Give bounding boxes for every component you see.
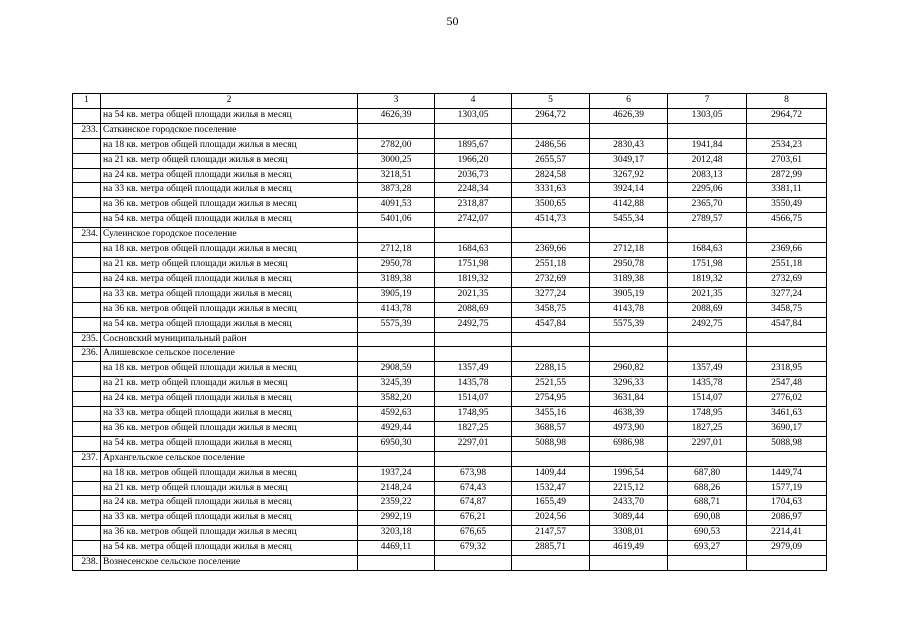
row-label: на 33 кв. метра общей площади жилья в месяц <box>101 407 358 422</box>
value-cell: 2486,56 <box>512 138 590 153</box>
value-cell: 3277,24 <box>747 287 827 302</box>
value-cell: 2950,78 <box>358 257 435 272</box>
value-cell: 2964,72 <box>747 108 827 123</box>
value-cell: 1937,24 <box>358 466 435 481</box>
column-header: 7 <box>668 94 747 109</box>
value-cell: 2908,59 <box>358 362 435 377</box>
value-cell: 3049,17 <box>590 153 668 168</box>
value-cell: 4143,78 <box>358 302 435 317</box>
value-cell: 3631,84 <box>590 392 668 407</box>
row-number <box>73 362 101 377</box>
row-label: Сулеинское городское поселение <box>101 228 358 243</box>
value-cell: 2789,57 <box>668 213 747 228</box>
value-cell: 2885,71 <box>512 541 590 556</box>
row-number <box>73 407 101 422</box>
row-number: 236. <box>73 347 101 362</box>
table-row <box>73 392 827 407</box>
value-cell: 1435,78 <box>668 377 747 392</box>
value-cell: 688,26 <box>668 481 747 496</box>
value-cell: 1827,25 <box>668 421 747 436</box>
table-section-row <box>73 228 827 243</box>
row-number <box>73 243 101 258</box>
table-row <box>73 496 827 511</box>
row-label: на 24 кв. метра общей площади жилья в месяц <box>101 168 358 183</box>
value-cell: 2086,97 <box>747 511 827 526</box>
value-cell: 2433,70 <box>590 496 668 511</box>
value-cell: 2215,12 <box>590 481 668 496</box>
value-cell <box>358 228 435 243</box>
row-number <box>73 436 101 451</box>
value-cell <box>668 228 747 243</box>
value-cell: 2732,69 <box>512 272 590 287</box>
value-cell: 2551,18 <box>512 257 590 272</box>
value-cell: 2365,70 <box>668 198 747 213</box>
table-row <box>73 466 827 481</box>
column-header: 2 <box>101 94 358 109</box>
table-row <box>73 362 827 377</box>
value-cell: 2551,18 <box>747 257 827 272</box>
value-cell <box>590 451 668 466</box>
row-label: на 36 кв. метров общей площади жилья в месяц <box>101 198 358 213</box>
value-cell: 1748,95 <box>435 407 512 422</box>
value-cell: 3455,16 <box>512 407 590 422</box>
row-number <box>73 496 101 511</box>
value-cell <box>358 123 435 138</box>
value-cell <box>668 332 747 347</box>
value-cell <box>358 347 435 362</box>
row-number <box>73 317 101 332</box>
value-cell: 3089,44 <box>590 511 668 526</box>
value-cell <box>512 123 590 138</box>
value-cell: 3690,17 <box>747 421 827 436</box>
value-cell: 6986,98 <box>590 436 668 451</box>
value-cell <box>668 451 747 466</box>
value-cell: 4929,44 <box>358 421 435 436</box>
row-label: на 21 кв. метр общей площади жилья в месяц <box>101 257 358 272</box>
value-cell: 2359,22 <box>358 496 435 511</box>
value-cell <box>512 556 590 571</box>
value-cell: 2021,35 <box>668 287 747 302</box>
table-row <box>73 377 827 392</box>
table-row <box>73 302 827 317</box>
table-row <box>73 213 827 228</box>
table-header-row <box>73 94 827 109</box>
value-cell: 3245,39 <box>358 377 435 392</box>
row-number <box>73 272 101 287</box>
row-number: 238. <box>73 556 101 571</box>
row-label: Вознесенское сельское поселение <box>101 556 358 571</box>
value-cell: 1357,49 <box>435 362 512 377</box>
value-cell: 3189,38 <box>358 272 435 287</box>
value-cell: 2369,66 <box>747 243 827 258</box>
value-cell <box>435 451 512 466</box>
value-cell <box>668 123 747 138</box>
value-cell: 4973,90 <box>590 421 668 436</box>
value-cell: 4619,49 <box>590 541 668 556</box>
value-cell <box>358 451 435 466</box>
value-cell <box>435 556 512 571</box>
value-cell: 3500,65 <box>512 198 590 213</box>
value-cell: 687,80 <box>668 466 747 481</box>
value-cell: 1514,07 <box>668 392 747 407</box>
row-number <box>73 526 101 541</box>
value-cell: 2964,72 <box>512 108 590 123</box>
value-cell: 3905,19 <box>590 287 668 302</box>
value-cell: 3308,01 <box>590 526 668 541</box>
row-label: Алишевское сельское поселение <box>101 347 358 362</box>
table-row <box>73 138 827 153</box>
row-number <box>73 466 101 481</box>
value-cell: 3267,92 <box>590 168 668 183</box>
value-cell: 3905,19 <box>358 287 435 302</box>
row-number <box>73 153 101 168</box>
row-number <box>73 421 101 436</box>
row-label: на 33 кв. метра общей площади жилья в месяц <box>101 287 358 302</box>
value-cell: 3924,14 <box>590 183 668 198</box>
value-cell: 1996,54 <box>590 466 668 481</box>
value-cell <box>747 332 827 347</box>
row-label: на 21 кв. метр общей площади жилья в месяц <box>101 153 358 168</box>
value-cell <box>668 556 747 571</box>
value-cell: 1895,67 <box>435 138 512 153</box>
row-number <box>73 257 101 272</box>
value-cell: 2655,57 <box>512 153 590 168</box>
value-cell <box>435 228 512 243</box>
value-cell: 3381,11 <box>747 183 827 198</box>
row-label: на 18 кв. метров общей площади жилья в месяц <box>101 362 358 377</box>
value-cell: 2369,66 <box>512 243 590 258</box>
tariff-table <box>72 93 827 571</box>
table-row <box>73 421 827 436</box>
value-cell: 6950,30 <box>358 436 435 451</box>
value-cell: 4143,78 <box>590 302 668 317</box>
table-row <box>73 272 827 287</box>
row-number <box>73 481 101 496</box>
value-cell: 1684,63 <box>668 243 747 258</box>
table-row <box>73 183 827 198</box>
row-number <box>73 287 101 302</box>
value-cell <box>512 451 590 466</box>
value-cell: 4626,39 <box>358 108 435 123</box>
row-label: на 21 кв. метр общей площади жилья в месяц <box>101 377 358 392</box>
value-cell <box>590 228 668 243</box>
row-label: на 33 кв. метра общей площади жилья в месяц <box>101 183 358 198</box>
value-cell <box>747 123 827 138</box>
table-row <box>73 108 827 123</box>
value-cell: 2979,09 <box>747 541 827 556</box>
table-row <box>73 153 827 168</box>
table-row <box>73 287 827 302</box>
value-cell: 690,08 <box>668 511 747 526</box>
value-cell: 4142,88 <box>590 198 668 213</box>
value-cell: 5088,98 <box>747 436 827 451</box>
value-cell: 2248,34 <box>435 183 512 198</box>
row-label: Архангельское сельское поселение <box>101 451 358 466</box>
value-cell <box>435 123 512 138</box>
table-section-row <box>73 556 827 571</box>
value-cell: 3189,38 <box>590 272 668 287</box>
value-cell: 690,53 <box>668 526 747 541</box>
value-cell <box>512 228 590 243</box>
value-cell: 679,32 <box>435 541 512 556</box>
row-number: 233. <box>73 123 101 138</box>
value-cell: 2703,61 <box>747 153 827 168</box>
row-number <box>73 138 101 153</box>
value-cell: 1819,32 <box>435 272 512 287</box>
value-cell: 5575,39 <box>590 317 668 332</box>
table-row <box>73 407 827 422</box>
row-label: на 24 кв. метра общей площади жилья в месяц <box>101 496 358 511</box>
value-cell: 2024,56 <box>512 511 590 526</box>
value-cell <box>590 347 668 362</box>
table-section-row <box>73 451 827 466</box>
value-cell: 4091,53 <box>358 198 435 213</box>
value-cell <box>668 347 747 362</box>
row-number <box>73 168 101 183</box>
value-cell: 2712,18 <box>358 243 435 258</box>
value-cell: 676,65 <box>435 526 512 541</box>
row-label: на 18 кв. метров общей площади жилья в месяц <box>101 466 358 481</box>
row-label: на 24 кв. метра общей площади жилья в месяц <box>101 392 358 407</box>
value-cell: 3458,75 <box>747 302 827 317</box>
row-label: на 54 кв. метра общей площади жилья в месяц <box>101 541 358 556</box>
table-row <box>73 481 827 496</box>
row-label: Сосновский муниципальный район <box>101 332 358 347</box>
value-cell: 2318,87 <box>435 198 512 213</box>
value-cell: 1303,05 <box>668 108 747 123</box>
row-number <box>73 213 101 228</box>
value-cell: 2960,82 <box>590 362 668 377</box>
value-cell: 5575,39 <box>358 317 435 332</box>
row-label: на 54 кв. метра общей площади жилья в месяц <box>101 436 358 451</box>
value-cell <box>358 332 435 347</box>
value-cell <box>590 556 668 571</box>
value-cell: 4638,39 <box>590 407 668 422</box>
value-cell: 673,98 <box>435 466 512 481</box>
value-cell: 1303,05 <box>435 108 512 123</box>
value-cell: 2950,78 <box>590 257 668 272</box>
value-cell: 2214,41 <box>747 526 827 541</box>
value-cell: 1435,78 <box>435 377 512 392</box>
column-header: 5 <box>512 94 590 109</box>
value-cell: 693,27 <box>668 541 747 556</box>
value-cell: 2547,48 <box>747 377 827 392</box>
value-cell: 2712,18 <box>590 243 668 258</box>
value-cell: 2872,99 <box>747 168 827 183</box>
value-cell: 4626,39 <box>590 108 668 123</box>
value-cell: 674,87 <box>435 496 512 511</box>
table-section-row <box>73 347 827 362</box>
value-cell: 1704,63 <box>747 496 827 511</box>
table-body <box>73 94 827 571</box>
value-cell: 3582,20 <box>358 392 435 407</box>
value-cell: 1941,84 <box>668 138 747 153</box>
row-label: на 36 кв. метров общей площади жилья в месяц <box>101 302 358 317</box>
row-label: на 54 кв. метра общей площади жилья в месяц <box>101 108 358 123</box>
value-cell: 2147,57 <box>512 526 590 541</box>
value-cell <box>747 347 827 362</box>
value-cell: 1577,19 <box>747 481 827 496</box>
value-cell: 1532,47 <box>512 481 590 496</box>
table-row <box>73 317 827 332</box>
row-label: на 33 кв. метра общей площади жилья в месяц <box>101 511 358 526</box>
value-cell: 2288,15 <box>512 362 590 377</box>
row-number <box>73 198 101 213</box>
value-cell: 1655,49 <box>512 496 590 511</box>
value-cell: 3218,51 <box>358 168 435 183</box>
value-cell <box>435 332 512 347</box>
value-cell <box>358 556 435 571</box>
column-header: 1 <box>73 94 101 109</box>
row-label: Саткинское городское поселение <box>101 123 358 138</box>
value-cell: 2732,69 <box>747 272 827 287</box>
value-cell: 2012,48 <box>668 153 747 168</box>
value-cell: 1819,32 <box>668 272 747 287</box>
value-cell <box>747 228 827 243</box>
value-cell <box>747 451 827 466</box>
row-label: на 18 кв. метров общей площади жилья в месяц <box>101 243 358 258</box>
table-row <box>73 541 827 556</box>
value-cell: 3550,49 <box>747 198 827 213</box>
row-label: на 54 кв. метра общей площади жилья в месяц <box>101 317 358 332</box>
value-cell: 1449,74 <box>747 466 827 481</box>
row-label: на 18 кв. метров общей площади жилья в месяц <box>101 138 358 153</box>
table-section-row <box>73 123 827 138</box>
value-cell: 2148,24 <box>358 481 435 496</box>
page-number: 50 <box>446 14 459 28</box>
table-row <box>73 243 827 258</box>
value-cell: 4469,11 <box>358 541 435 556</box>
value-cell: 2824,58 <box>512 168 590 183</box>
column-header: 8 <box>747 94 827 109</box>
value-cell <box>747 556 827 571</box>
row-label: на 21 кв. метр общей площади жилья в месяц <box>101 481 358 496</box>
value-cell: 4547,84 <box>512 317 590 332</box>
value-cell <box>435 347 512 362</box>
value-cell: 3296,33 <box>590 377 668 392</box>
table-row <box>73 198 827 213</box>
value-cell: 2297,01 <box>668 436 747 451</box>
value-cell: 1409,44 <box>512 466 590 481</box>
value-cell: 3331,63 <box>512 183 590 198</box>
row-number <box>73 511 101 526</box>
value-cell: 1966,20 <box>435 153 512 168</box>
value-cell: 5455,34 <box>590 213 668 228</box>
column-header: 4 <box>435 94 512 109</box>
value-cell: 2297,01 <box>435 436 512 451</box>
value-cell: 4592,63 <box>358 407 435 422</box>
row-label: на 36 кв. метров общей площади жилья в месяц <box>101 526 358 541</box>
table-row <box>73 511 827 526</box>
value-cell: 5401,06 <box>358 213 435 228</box>
value-cell: 2295,06 <box>668 183 747 198</box>
value-cell: 4547,84 <box>747 317 827 332</box>
value-cell: 1748,95 <box>668 407 747 422</box>
row-number <box>73 108 101 123</box>
value-cell: 4566,75 <box>747 213 827 228</box>
table-row <box>73 526 827 541</box>
value-cell: 1684,63 <box>435 243 512 258</box>
value-cell <box>512 332 590 347</box>
table-row <box>73 168 827 183</box>
table-row <box>73 436 827 451</box>
value-cell: 2776,02 <box>747 392 827 407</box>
row-label: на 36 кв. метров общей площади жилья в месяц <box>101 421 358 436</box>
table-section-row <box>73 332 827 347</box>
row-number <box>73 183 101 198</box>
row-number: 237. <box>73 451 101 466</box>
value-cell: 1827,25 <box>435 421 512 436</box>
value-cell: 2492,75 <box>668 317 747 332</box>
value-cell: 1751,98 <box>668 257 747 272</box>
value-cell: 4514,73 <box>512 213 590 228</box>
row-number <box>73 302 101 317</box>
row-number: 235. <box>73 332 101 347</box>
value-cell: 3277,24 <box>512 287 590 302</box>
value-cell: 2521,55 <box>512 377 590 392</box>
value-cell: 2830,43 <box>590 138 668 153</box>
value-cell: 3688,57 <box>512 421 590 436</box>
value-cell: 2318,95 <box>747 362 827 377</box>
value-cell: 2088,69 <box>668 302 747 317</box>
value-cell: 5088,98 <box>512 436 590 451</box>
value-cell: 2534,23 <box>747 138 827 153</box>
value-cell: 2088,69 <box>435 302 512 317</box>
value-cell: 2083,13 <box>668 168 747 183</box>
column-header: 6 <box>590 94 668 109</box>
value-cell: 2021,35 <box>435 287 512 302</box>
value-cell: 1751,98 <box>435 257 512 272</box>
row-number <box>73 392 101 407</box>
value-cell: 2492,75 <box>435 317 512 332</box>
value-cell: 3461,63 <box>747 407 827 422</box>
row-label: на 24 кв. метра общей площади жилья в месяц <box>101 272 358 287</box>
value-cell: 674,43 <box>435 481 512 496</box>
value-cell: 2782,00 <box>358 138 435 153</box>
value-cell <box>512 347 590 362</box>
value-cell: 2992,19 <box>358 511 435 526</box>
column-header: 3 <box>358 94 435 109</box>
value-cell: 3458,75 <box>512 302 590 317</box>
value-cell: 3873,28 <box>358 183 435 198</box>
value-cell: 2036,73 <box>435 168 512 183</box>
value-cell: 2742,07 <box>435 213 512 228</box>
value-cell: 1357,49 <box>668 362 747 377</box>
table-row <box>73 257 827 272</box>
row-number <box>73 541 101 556</box>
row-label: на 54 кв. метра общей площади жилья в месяц <box>101 213 358 228</box>
value-cell <box>590 332 668 347</box>
value-cell: 3000,25 <box>358 153 435 168</box>
value-cell: 2754,95 <box>512 392 590 407</box>
value-cell: 676,21 <box>435 511 512 526</box>
value-cell: 3203,18 <box>358 526 435 541</box>
value-cell <box>590 123 668 138</box>
value-cell: 688,71 <box>668 496 747 511</box>
row-number: 234. <box>73 228 101 243</box>
value-cell: 1514,07 <box>435 392 512 407</box>
row-number <box>73 377 101 392</box>
